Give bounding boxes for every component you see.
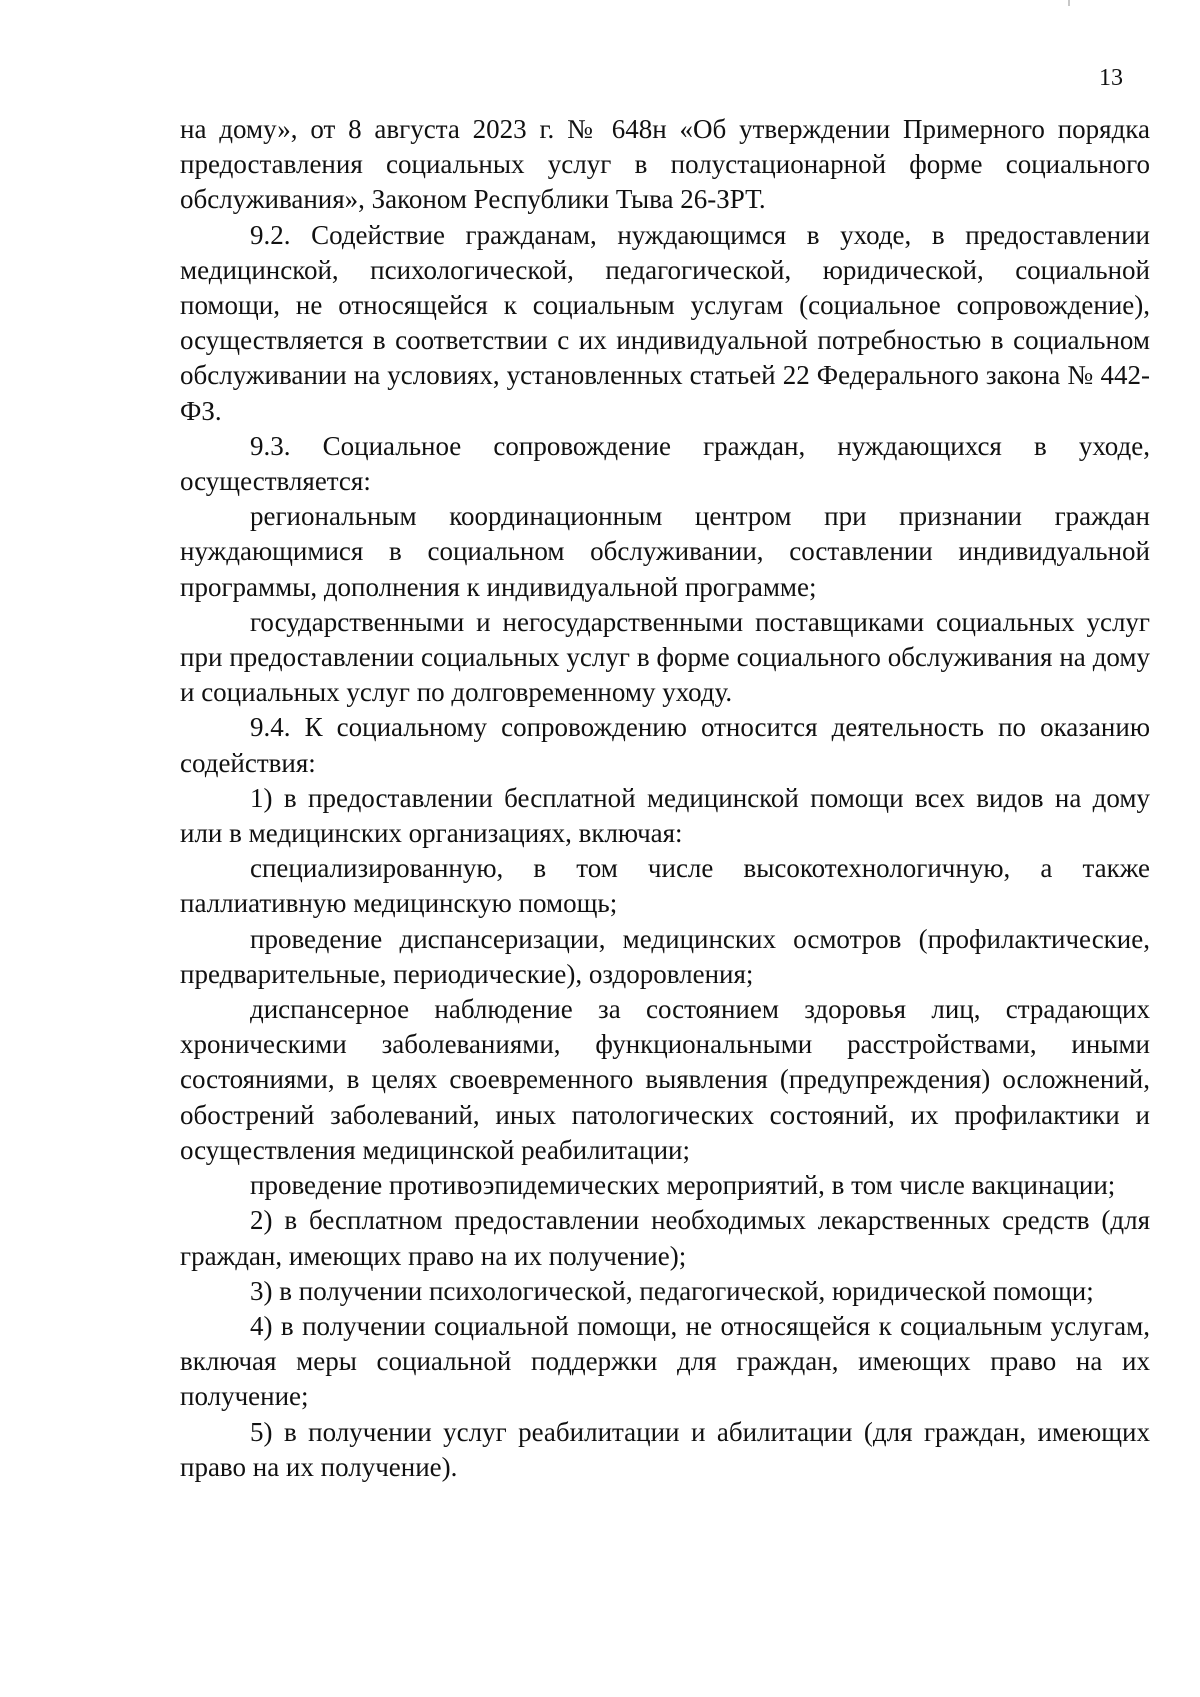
list-item-1: 1) в предоставлении бесплатной медицинской помощи всех видов на дому или в медицинских организациях, включая: (180, 782, 1150, 849)
paragraph-9-2: 9.2. Содействие гражданам, нуждающимся в уходе, в предоставлении медицинской, психологической, педагогической, юридической, социальной помощи, не относящейся к социальным услугам (социальное сопровождение), осуществляется в соответствии с их индивидуальной потребностью в социальном обслуживании на условиях, установленных статьей 22 Федерального закона № 442-ФЗ. (180, 219, 1150, 426)
list-item-4: 4) в получении социальной помощи, не относящейся к социальным услугам, включая меры социальной поддержки для граждан, имеющих право на их получение; (180, 1310, 1150, 1412)
paragraph-9-4: 9.4. К социальному сопровождению относится деятельность по оказанию содействия: (180, 712, 1150, 778)
list-subitem-observation: диспансерное наблюдение за состоянием здоровья лиц, страдающих хроническими заболеваниями, функциональными расстройствами, иными состояниями, в целях своевременного выявления (предупреждения) осложнений, обострений заболеваний, иных патологических состояний, их профилактики и осуществления медицинской реабилитации; (180, 994, 1150, 1165)
page-number: 13 (1099, 65, 1123, 91)
list-subitem-epidemic: проведение противоэпидемических мероприятий, в том числе вакцинации; (250, 1170, 1116, 1201)
list-item-3: 3) в получении психологической, педагогической, юридической помощи; (250, 1275, 1094, 1306)
paragraph-regional-center: региональным координационным центром при признании граждан нуждающимися в социальном обслуживании, составлении индивидуальной программы, дополнения к индивидуальной программе; (180, 501, 1150, 602)
list-subitem-specialized: специализированную, в том числе высокотехнологичную, а также паллиативную медицинскую помощь; (180, 853, 1150, 919)
paragraph-9-3: 9.3. Социальное сопровождение граждан, нуждающихся в уходе, осуществляется: (180, 430, 1150, 497)
scan-mark (1068, 0, 1070, 6)
list-item-2: 2) в бесплатном предоставлении необходимых лекарственных средств (для граждан, имеющих право на их получение); (180, 1205, 1150, 1271)
list-item-5: 5) в получении услуг реабилитации и абилитации (для граждан, имеющих право на их получение). (180, 1416, 1150, 1482)
paragraph-providers: государственными и негосударственными поставщиками социальных услуг при предоставлении социальных услуг в форме социального обслуживания на дому и социальных услуг по долговременному уходу. (180, 606, 1150, 708)
document-body (180, 112, 1150, 1485)
paragraph-continuation: на дому», от 8 августа 2023 г. № 648н «Об утверждении Примерного порядка предоставления социальных услуг в полустационарной форме социального обслуживания», Законом Республики Тыва 26-ЗРТ. (180, 114, 1150, 215)
list-subitem-dispensary: проведение диспансеризации, медицинских осмотров (профилактические, предварительные, периодические), оздоровления; (180, 923, 1150, 989)
